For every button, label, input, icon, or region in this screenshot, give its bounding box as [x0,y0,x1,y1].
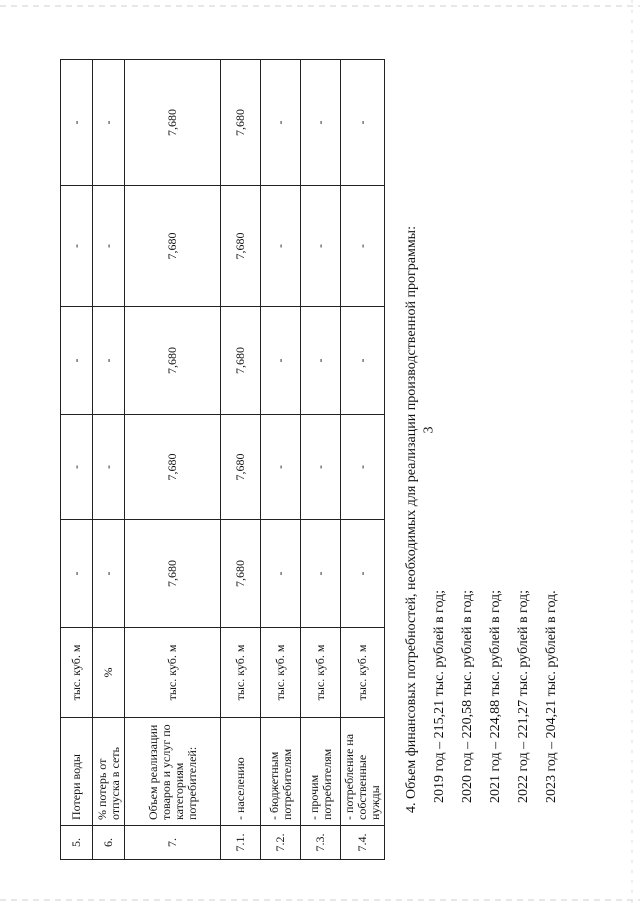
unit-cell: тыс. куб. м [61,628,93,718]
indicator-name-cell: Потери воды [61,718,93,826]
value-cell: - [261,60,301,186]
value-cell: - [341,60,385,186]
value-cell: - [301,60,341,186]
value-cell: - [61,307,93,415]
unit-cell: тыс. куб. м [221,628,261,718]
indicator-name-cell: - населению [221,718,261,826]
row-number-cell: 6. [93,826,125,860]
row-number-cell: 7.1. [221,826,261,860]
indicator-name-cell: - прочим потребителям [301,718,341,826]
table-row [125,60,221,860]
value-cell: - [93,60,125,186]
rotated-content [60,60,565,860]
value-cell: 7,680 [125,186,221,307]
finance-line-2020: 2020 год – 220,58 тыс. рублей в год; [460,589,475,803]
table-row [221,60,261,860]
value-cell: 7,680 [221,186,261,307]
value-cell: - [341,307,385,415]
value-cell: - [61,60,93,186]
finance-line-2023: 2023 год – 204,21 тыс. рублей в год. [544,590,559,803]
row-number-cell: 7.3. [301,826,341,860]
table-row [301,60,341,860]
indicator-name-cell: - бюджетным потребителям [261,718,301,826]
table-row [341,60,385,860]
value-cell: - [61,186,93,307]
value-cell: - [261,520,301,628]
value-cell: 7,680 [221,307,261,415]
unit-cell: % [93,628,125,718]
indicator-name-cell: Объем реализации товаров и услуг по категориям потребителей: [125,718,221,826]
table-body [61,60,385,860]
value-cell: - [261,415,301,520]
value-cell: 7,680 [125,415,221,520]
value-cell: - [61,520,93,628]
value-cell: - [341,186,385,307]
value-cell: - [301,415,341,520]
value-cell: 7,680 [125,520,221,628]
table-row [93,60,125,860]
table-row [61,60,93,860]
finance-section [398,55,566,815]
value-cell: - [93,520,125,628]
unit-cell: тыс. куб. м [125,628,221,718]
indicator-name-cell: % потерь от отпуска в сеть [93,718,125,826]
finance-heading: 4. Объем финансовых потребностей, необходимых для реализации производственной программы: [404,226,419,813]
value-cell: - [301,307,341,415]
value-cell: - [93,186,125,307]
finance-line-2019: 2019 год – 215,21 тыс. рублей в год; [432,589,447,803]
value-cell: 7,680 [221,415,261,520]
value-cell: - [341,415,385,520]
value-cell: - [301,186,341,307]
value-cell: - [93,307,125,415]
unit-cell: тыс. куб. м [261,628,301,718]
unit-cell: тыс. куб. м [341,628,385,718]
row-number-cell: 7.4. [341,826,385,860]
value-cell: - [61,415,93,520]
row-number-cell: 7. [125,826,221,860]
value-cell: - [93,415,125,520]
indicator-name-cell: - потребление на собственные нужды [341,718,385,826]
value-cell: 7,680 [221,520,261,628]
value-cell: - [301,520,341,628]
production-table [60,59,385,860]
value-cell: - [341,520,385,628]
row-number-cell: 7.2. [261,826,301,860]
row-number-cell: 5. [61,826,93,860]
table-row [261,60,301,860]
finance-line-2022: 2022 год – 221,27 тыс. рублей в год; [516,589,531,803]
value-cell: 7,680 [125,307,221,415]
value-cell: - [261,186,301,307]
page-number: 3 [421,426,437,434]
value-cell: 7,680 [221,60,261,186]
finance-line-2021: 2021 год – 224,88 тыс. рублей в год; [488,589,503,803]
unit-cell: тыс. куб. м [301,628,341,718]
value-cell: - [261,307,301,415]
value-cell: 7,680 [125,60,221,186]
